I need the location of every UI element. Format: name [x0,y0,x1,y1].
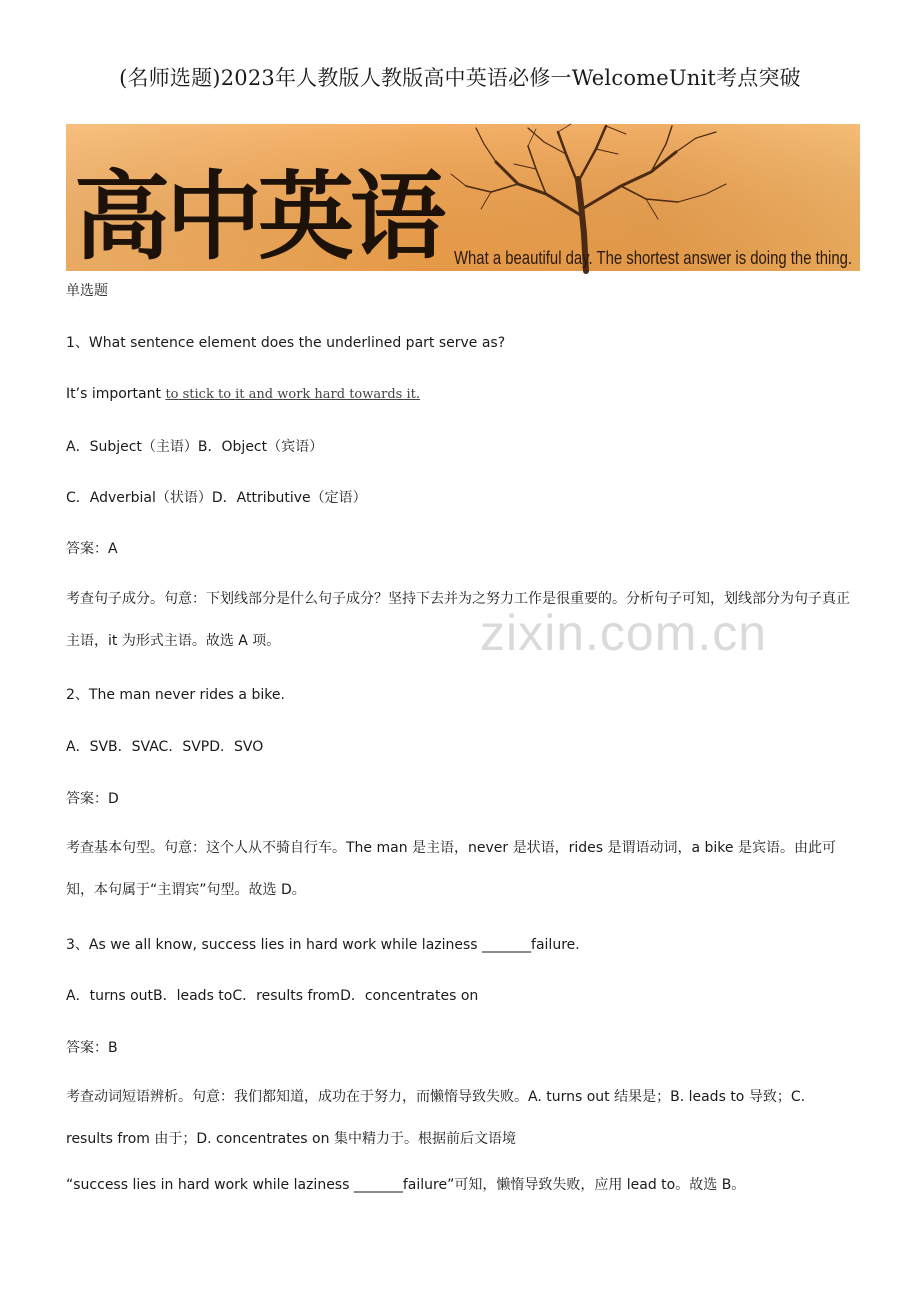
question-2-stem: 2、The man never rides a bike. [66,687,285,703]
question-1-explanation: 考查句子成分。句意：下划线部分是什么句子成分？坚持下去并为之努力工作是很重要的。分析句子可知，划线部分为句子真正主语，it 为形式主语。故选 A 项。 [66,591,850,649]
question-3-stem: 3、As we all know, success lies in hard work while laziness _______failure. [66,937,580,953]
question-2-answer: 答案：D [66,791,119,807]
question-1-options-cd: C．Adverbial（状语）D．Attributive（定语） [66,490,367,506]
question-1-answer: 答案：A [66,541,118,557]
question-3-answer: 答案：B [66,1040,118,1056]
section-heading: 单选题 [66,283,108,299]
question-3-options: A．turns outB．leads toC．results fromD．concentrates on [66,988,479,1004]
watermark: zixin.com.cn [480,605,768,661]
question-1-options-ab: A．Subject（主语）B．Object（宾语） [66,439,324,455]
question-2-options: A．SVB．SVAC．SVPD．SVO [66,739,264,755]
question-2-explanation: 考查基本句型。句意：这个人从不骑自行车。The man 是主语，never 是状语，rides 是谓语动词，a bike 是宾语。由此可知，本句属于“主谓宾”句型。故选 D。 [66,840,836,898]
sentence-prefix: It’s important [66,386,166,402]
question-3-explanation-cont: “success lies in hard work while laziness _______failure”可知，懒惰导致失败，应用 lead to。故选 B。 [66,1177,746,1193]
banner-tagline: What a beautiful day. The shortest answer is doing the thing. [454,248,852,268]
question-1-stem: 1、What sentence element does the underlined part serve as? [66,335,506,351]
question-1-sentence [66,386,856,402]
document-title: (名师选题)2023年人教版人教版高中英语必修一WelcomeUnit考点突破 [119,66,801,90]
banner-image [66,124,860,271]
underlined-part: to stick to it and work hard towards it. [165,387,420,402]
question-3-explanation: 考查动词短语辨析。句意：我们都知道，成功在于努力，而懒惰导致失败。A. turns out 结果是；B. leads to 导致；C. results from 由于；D. concentrates on 集中精力于。根据前后文语境 [66,1089,806,1147]
banner-big-text: 高中英语 [74,160,442,273]
